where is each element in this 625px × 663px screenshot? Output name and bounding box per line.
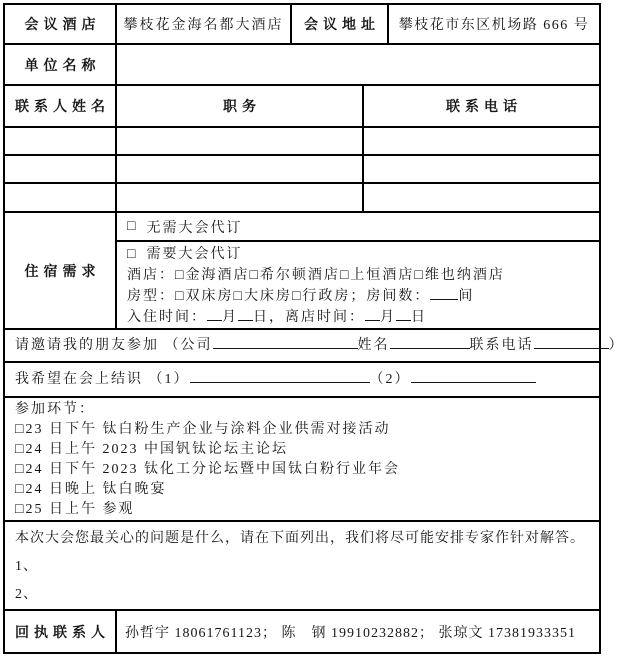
lodging-hotel-line [127,265,593,286]
contact-row-1-name-field[interactable] [5,128,117,154]
lodging-need-booking-block [117,242,599,328]
session-option-4[interactable] [15,480,599,500]
meet-field-2[interactable] [411,369,536,383]
row-questions [5,522,599,611]
room-option-twin[interactable] [175,289,233,304]
sessions-title: 参加环节： [15,402,95,417]
questions-block [5,522,599,609]
hotel-label: 会议酒店 [5,5,117,43]
checkbox-icon: □ [15,422,26,437]
invite-prefix: 请邀请我的朋友参加 （公司 [15,338,213,353]
checkbox-icon: □ [15,442,26,457]
hotel-line-prefix: 酒店： [127,268,175,283]
meet-mid-label: （2） [369,372,411,387]
meet-field-1[interactable] [190,369,370,383]
row-contact-headers [5,86,599,128]
session-option-1[interactable] [15,420,599,440]
row-company [5,45,599,86]
stay-month2-label: 月 [380,310,396,325]
hotel-option-shangheng[interactable] [340,268,414,283]
invite-line [5,330,625,361]
question-field-2[interactable]: 2、 [15,587,38,602]
lodging-options [117,213,599,328]
room-line-prefix: 房型： [127,289,175,304]
contact-name-header: 联系人姓名 [5,86,117,126]
hotel-option-vienna[interactable] [414,268,504,283]
hotel-option-label: 维也纳酒店 [424,268,505,283]
address-value: 攀枝花市东区机场路 666 号 [398,18,590,33]
checkout-day-field[interactable] [396,307,411,321]
checkbox-icon: □ [175,289,186,304]
contact-title-header: 职务 [117,86,364,126]
contact-row-1-phone-field[interactable] [364,128,599,154]
meet-prefix: 我希望在会上结识 （1） [15,372,190,387]
contact-row-2-name-field[interactable] [5,156,117,182]
contact-row-3-name-field[interactable] [5,184,117,211]
hotel-option-hilton[interactable] [249,268,339,283]
checkbox-icon: □ [175,268,186,283]
hotel-option-label: 上恒酒店 [350,268,415,283]
session-option-label: 24 日下午 2023 钛化工分论坛暨中国钛白粉行业年会 [25,462,400,477]
contact-row-2-phone-field[interactable] [364,156,599,182]
contact-row-3 [5,184,599,213]
checkbox-icon: □ [339,268,351,283]
room-option-label: 行政房 [302,289,351,304]
invite-name-field[interactable] [390,335,470,349]
room-option-label: 大床房 [243,289,292,304]
lodging-option-no-booking[interactable] [117,213,599,242]
invite-suffix: ） [608,338,625,353]
company-value-field[interactable] [117,45,599,84]
stay-day2-label: 日 [411,310,427,325]
row-lodging [5,213,599,330]
room-option-king[interactable] [233,289,291,304]
reply-contacts-value: 孙哲宇 18061761123； 陈 钢 19910232882； 张琼文 17381933351 [125,625,576,641]
contact-row-1-title-field[interactable] [117,128,364,154]
checkout-month-field[interactable] [365,307,380,321]
reply-contacts-label: 回执联系人 [5,611,117,652]
session-option-3[interactable] [15,460,599,480]
checkin-day-field[interactable] [238,307,253,321]
checkbox-icon: □ [233,289,244,304]
contact-row-3-phone-field[interactable] [364,184,599,211]
room-count-unit: 间 [458,289,475,304]
row-hotel-address [5,5,599,45]
session-option-label: 25 日上午 参观 [25,502,135,517]
row-invite [5,330,625,363]
session-option-label: 23 日下午 钛白粉生产企业与涂料企业供需对接活动 [25,422,391,437]
checkbox-icon: □ [127,247,138,262]
checkbox-icon: □ [15,482,26,497]
lodging-option-no-label: 无需大会代订 [146,220,243,236]
lodging-stay-line [127,307,593,328]
contact-phone-header: 联系电话 [446,100,522,115]
questions-prompt: 本次大会您最关心的问题是什么，请在下面列出，我们将尽可能安排专家作针对解答。 [15,531,585,546]
checkbox-icon: □ [127,218,138,234]
checkbox-icon: □ [15,502,26,517]
room-option-label: 双床房 [185,289,234,304]
hotel-value: 攀枝花金海名都大酒店 [117,5,292,43]
stay-month-label: 月 [222,310,238,325]
session-option-label: 24 日上午 2023 中国钒钛论坛主论坛 [25,442,288,457]
invite-company-field[interactable] [213,335,358,349]
lodging-label: 住宿需求 [5,213,117,328]
contact-row-2 [5,156,599,184]
address-label: 会议地址 [292,5,389,43]
room-count-label: ；房间数： [350,289,431,304]
checkin-month-field[interactable] [207,307,222,321]
invite-name-label: 姓名 [357,338,390,353]
hotel-option-jinhai[interactable] [175,268,249,283]
invite-phone-label: 联系电话 [469,338,534,353]
registration-form-table [3,3,625,654]
hotel-option-label: 金海酒店 [185,268,250,283]
stay-checkin-label: 入住时间： [127,310,207,325]
lodging-option-need-label: 需要大会代订 [146,247,243,262]
session-option-5[interactable] [15,500,599,520]
row-sessions [5,398,599,522]
checkbox-icon: □ [15,462,26,477]
row-meet [5,363,599,398]
question-field-1[interactable]: 1、 [15,559,38,574]
row-reply-contacts [5,611,599,652]
sessions-block [5,398,599,520]
meet-line [5,363,599,396]
session-option-2[interactable] [15,440,599,460]
hotel-option-label: 希尔顿酒店 [259,268,340,283]
room-option-executive[interactable] [292,289,350,304]
checkbox-icon: □ [291,289,303,304]
contact-row-1 [5,128,599,156]
lodging-room-line [127,286,593,307]
checkbox-icon: □ [249,268,260,283]
room-count-field[interactable] [430,286,458,300]
lodging-option-need-booking[interactable] [127,244,593,265]
company-label: 单位名称 [5,45,117,84]
checkbox-icon: □ [414,268,425,283]
invite-phone-field[interactable] [534,335,609,349]
session-option-label: 24 日晚上 钛白晚宴 [25,482,167,497]
contact-row-2-title-field[interactable] [117,156,364,182]
contact-row-3-title-field[interactable] [117,184,364,211]
stay-checkout-label: 日，离店时间： [253,310,365,325]
